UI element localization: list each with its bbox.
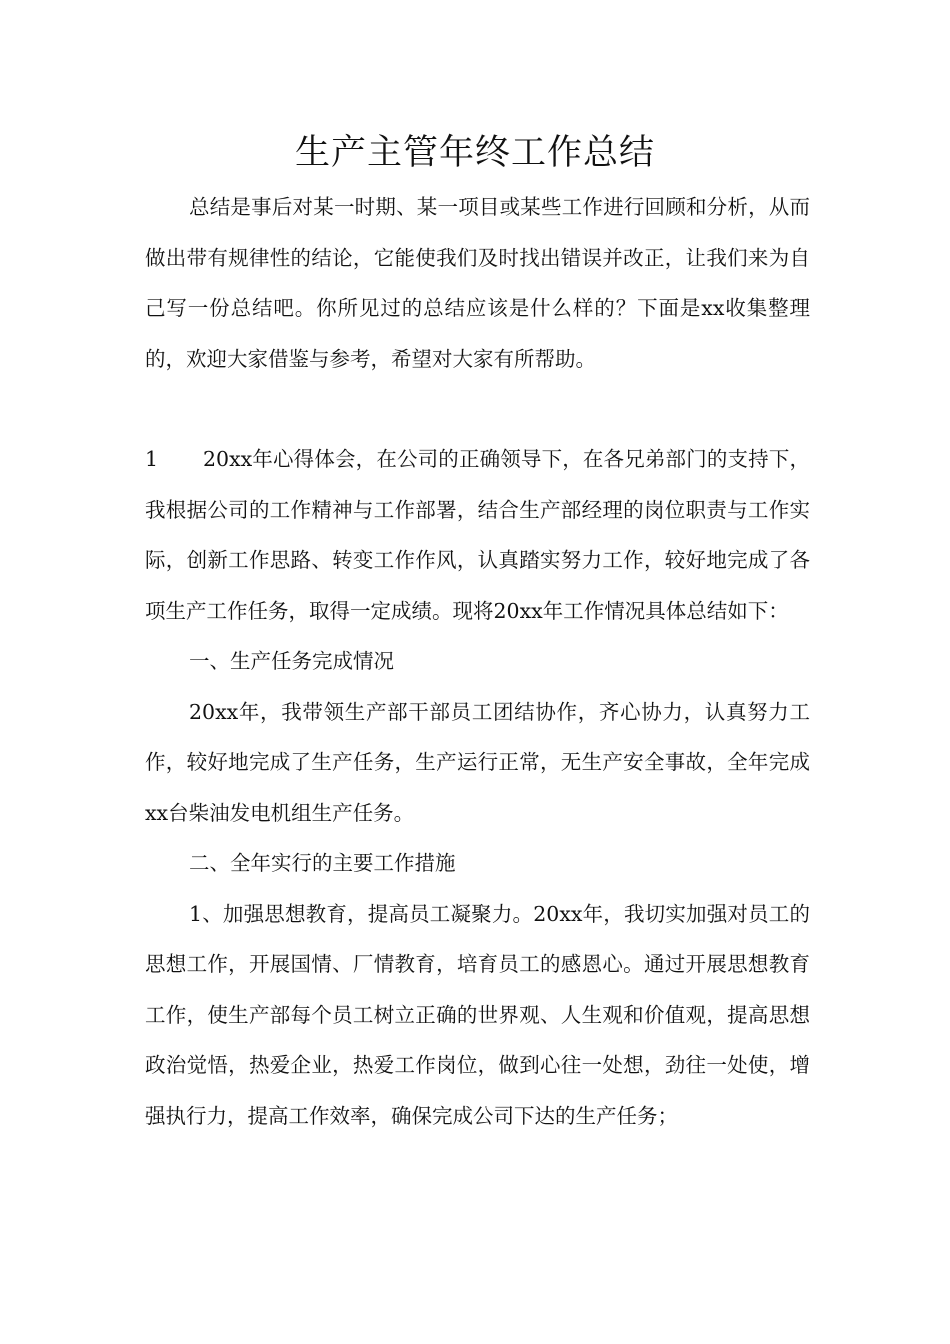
section-1-paragraph: 20xx年，我带领生产部干部员工团结协作，齐心协力，认真努力工作，较好地完成了生产任务，生产运行正常，无生产安全事故，全年完成xx台柴油发电机组生产任务。 — [145, 699, 810, 825]
item-paragraph — [145, 434, 810, 636]
item-number: 1 — [145, 447, 159, 471]
item-text: 20xx年心得体会，在公司的正确领导下，在各兄弟部门的支持下，我根据公司的工作精神与工作部署，结合生产部经理的岗位职责与工作实际，创新工作思路、转变工作作风，认真踏实努力工作，较好地完成了各项生产工作任务，取得一定成绩。现将20xx年工作情况具体总结如下： — [145, 447, 810, 623]
section-2-point-1: 1、加强思想教育，提高员工凝聚力。20xx年，我切实加强对员工的思想工作，开展国情、厂情教育，培育员工的感恩心。通过开展思想教育工作，使生产部每个员工树立正确的世界观、人生观和价值观，提高思想政治觉悟，热爱企业，热爱工作岗位，做到心往一处想，劲往一处使，增强执行力，提高工作效率，确保完成公司下达的生产任务； — [145, 901, 810, 1128]
section-1-heading: 一、生产任务完成情况 — [189, 649, 394, 673]
section-2-heading: 二、全年实行的主要工作措施 — [189, 851, 456, 875]
document-body — [145, 182, 810, 1141]
intro-paragraph: 总结是事后对某一时期、某一项目或某些工作进行回顾和分析，从而做出带有规律性的结论，它能使我们及时找出错误并改正，让我们来为自己写一份总结吧。你所见过的总结应该是什么样的？下面是xx收集整理的，欢迎大家借鉴与参考，希望对大家有所帮助。 — [145, 195, 810, 371]
document-title: 生产主管年终工作总结 — [294, 133, 655, 173]
blank-line — [145, 384, 810, 434]
